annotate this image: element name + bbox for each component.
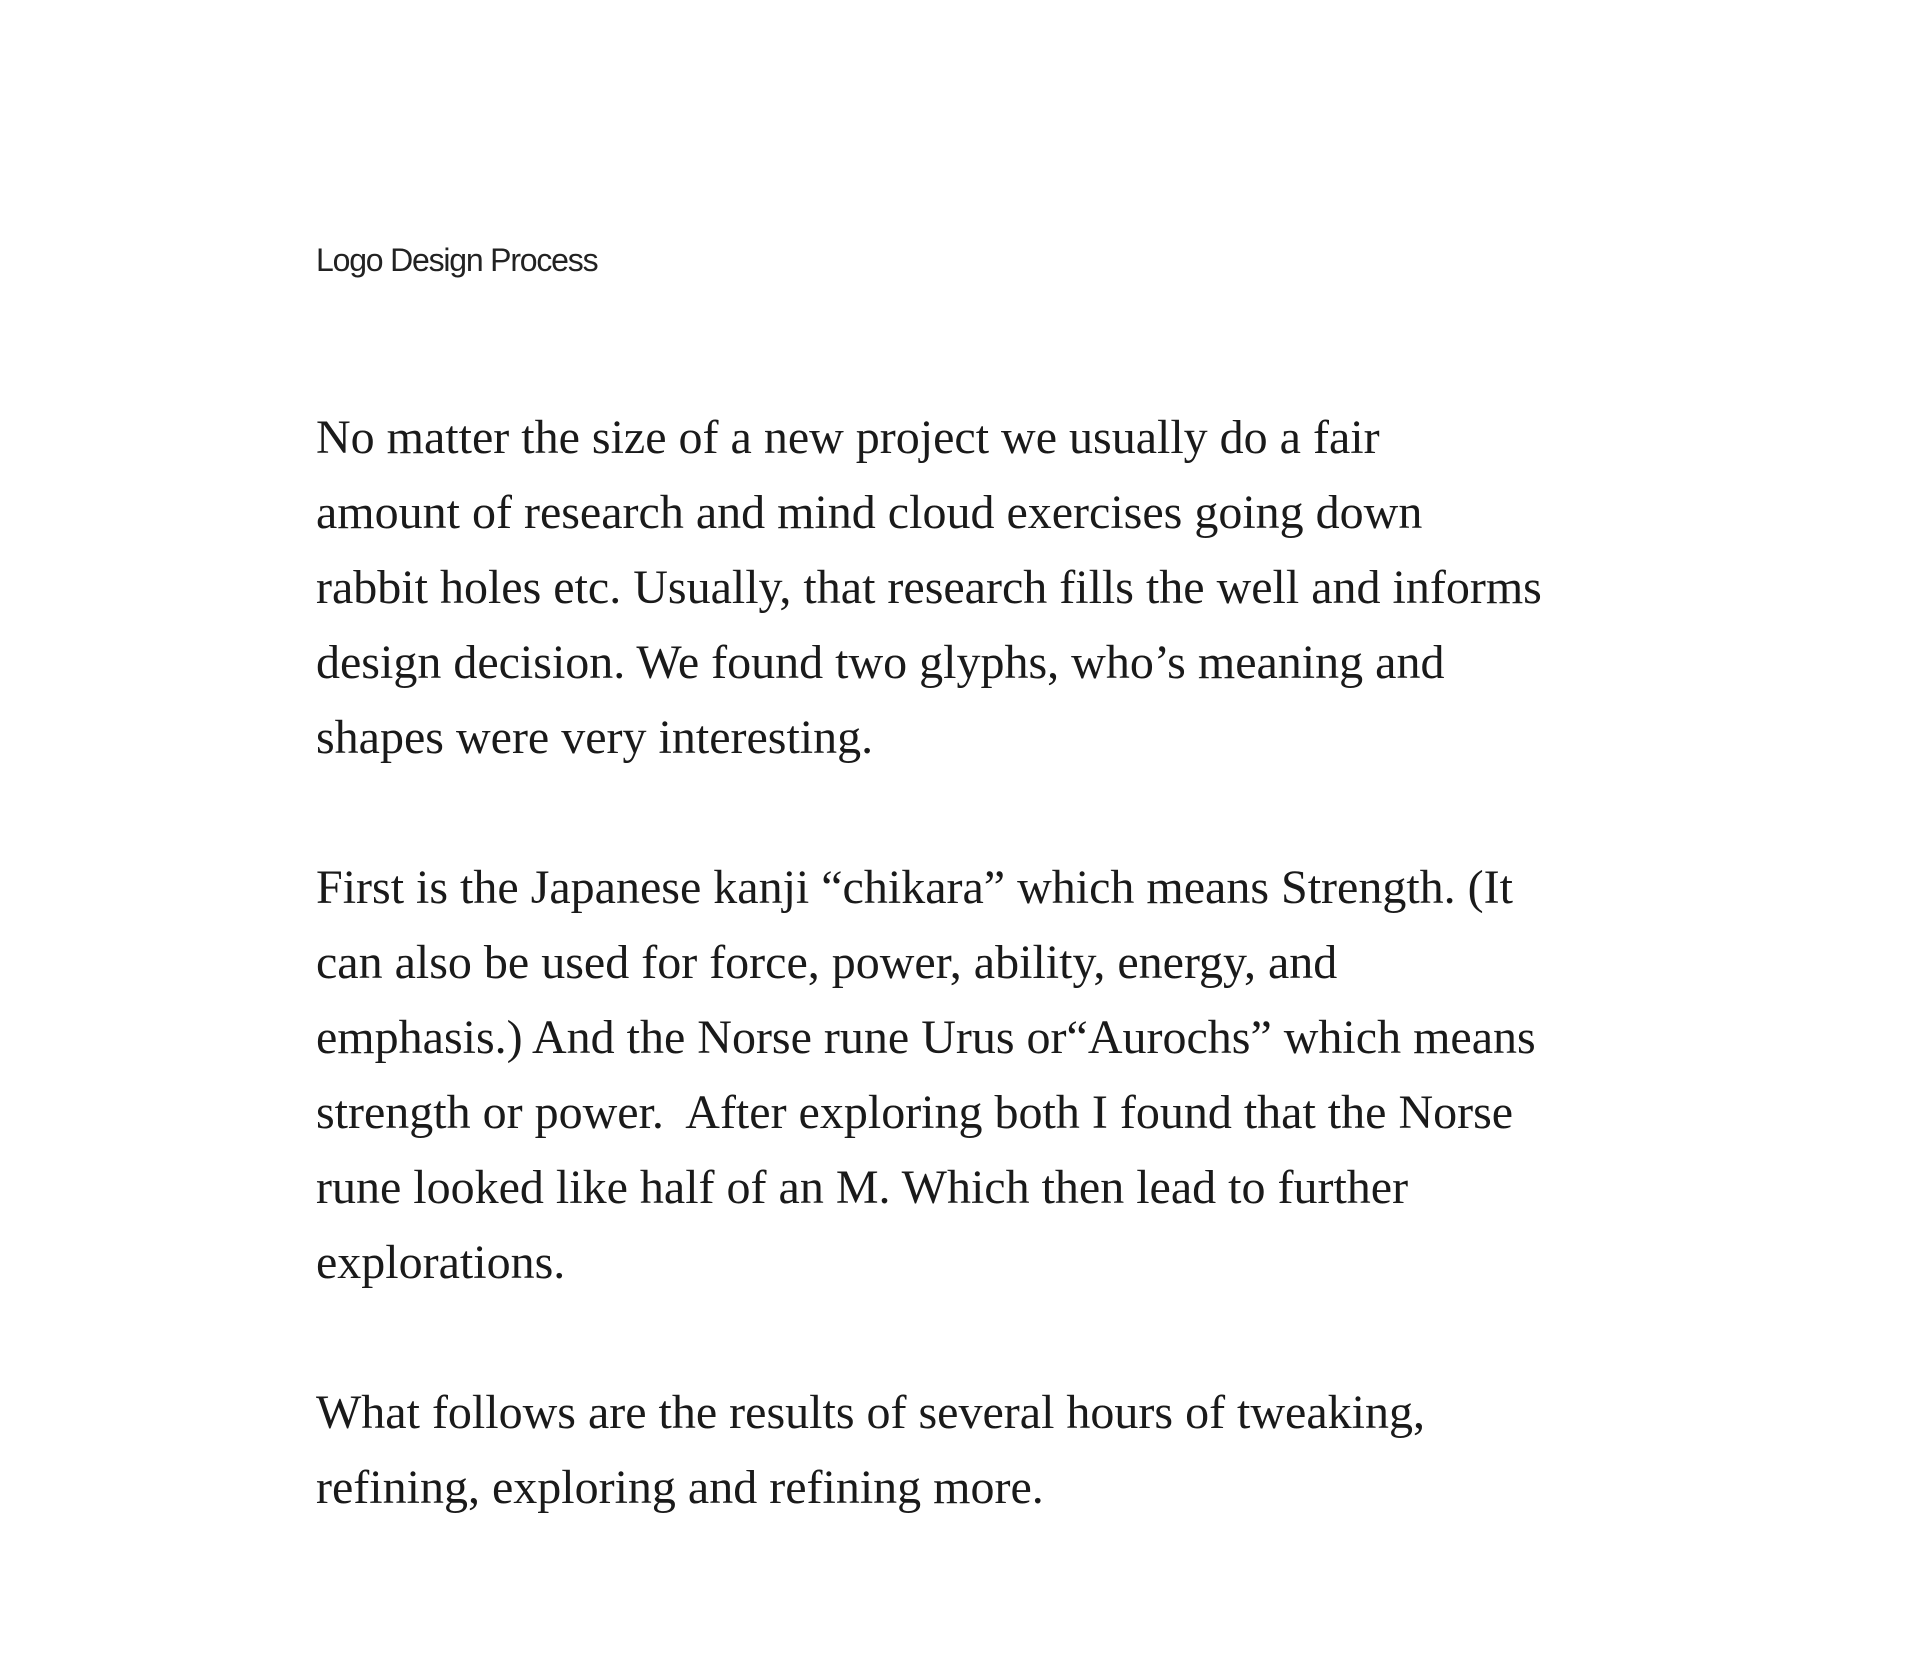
text-line: amount of research and mind cloud exercises going down: [316, 486, 1423, 539]
section-label: Logo Design Process: [316, 242, 598, 278]
text-line: rune looked like half of an M. Which then lead to further: [316, 1161, 1409, 1214]
text-line: What follows are the results of several hours of tweaking,: [316, 1386, 1425, 1439]
text-line: First is the Japanese kanji “chikara” which means Strength. (It: [316, 861, 1513, 914]
text-line: shapes were very interesting.: [316, 711, 874, 764]
text-line: can also be used for force, power, ability, energy, and: [316, 936, 1338, 989]
article-body: [316, 400, 1716, 1600]
paragraph-intro: [316, 400, 1716, 775]
text-line: design decision. We found two glyphs, who’s meaning and: [316, 636, 1445, 689]
text-line: strength or power. After exploring both I found that the Norse: [316, 1086, 1514, 1139]
paragraph-glyphs: [316, 850, 1716, 1300]
text-line: rabbit holes etc. Usually, that research fills the well and informs: [316, 561, 1542, 614]
text-line: explorations.: [316, 1236, 566, 1289]
text-line: No matter the size of a new project we usually do a fair: [316, 411, 1380, 464]
paragraph-results: [316, 1375, 1716, 1525]
text-line: emphasis.) And the Norse rune Urus or“Aurochs” which means: [316, 1011, 1536, 1064]
text-line: refining, exploring and refining more.: [316, 1461, 1044, 1514]
